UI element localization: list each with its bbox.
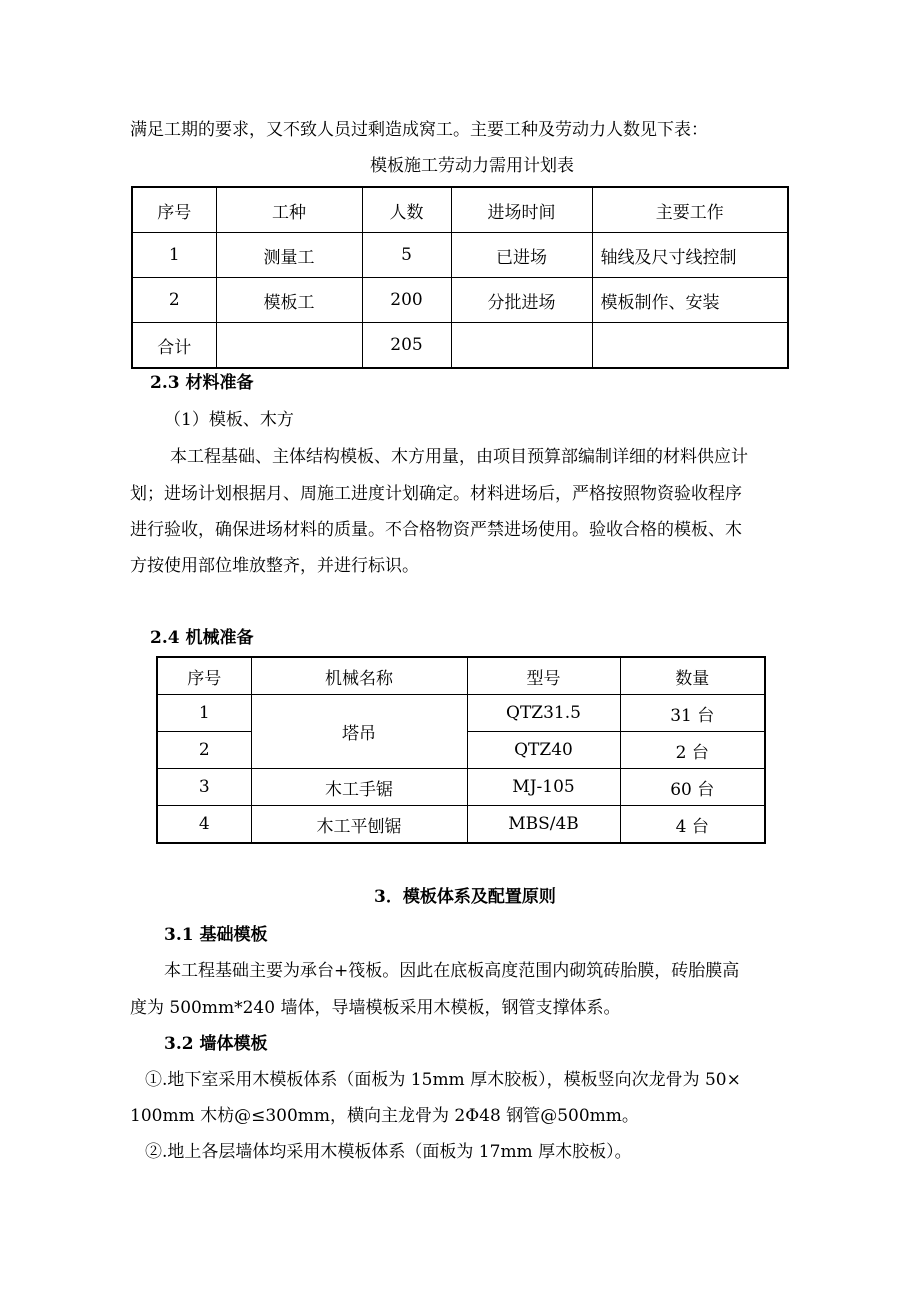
- paragraph-line: 本工程基础主要为承台+筏板。因此在底板高度范围内砌筑砖胎膜，砖胎膜高: [164, 961, 740, 981]
- table-cell: 4 台: [620, 806, 765, 844]
- paragraph-line: 方按使用部位堆放整齐，并进行标识。: [130, 556, 419, 576]
- table-cell: [592, 323, 788, 369]
- machinery-table: [156, 656, 766, 844]
- table-row: [132, 233, 788, 278]
- subheading: （1）模板、木方: [164, 410, 294, 430]
- labor-table-caption: 模板施工劳动力需用计划表: [370, 156, 574, 176]
- table-cell: 3: [157, 769, 251, 806]
- table-row: [132, 278, 788, 323]
- section-heading-3: 3．模板体系及配置原则: [374, 887, 556, 907]
- table-cell: 塔吊: [251, 695, 467, 769]
- header-cell: 型号: [467, 657, 620, 695]
- header-cell: 人数: [362, 187, 451, 233]
- labor-table: [131, 186, 789, 369]
- header-cell: 进场时间: [451, 187, 592, 233]
- paragraph-line: ②.地上各层墙体均采用木模板体系（面板为 17mm 厚木胶板）。: [145, 1142, 632, 1162]
- table-cell: 205: [362, 323, 451, 369]
- table-cell: 分批进场: [451, 278, 592, 323]
- header-cell: 数量: [620, 657, 765, 695]
- paragraph-line: 100mm 木枋@≤300mm，横向主龙骨为 2Φ48 钢管@500mm。: [130, 1106, 639, 1126]
- table-cell: [216, 323, 362, 369]
- table-cell: 木工平刨锯: [251, 806, 467, 844]
- table-cell: 2: [157, 732, 251, 769]
- table-cell: 合计: [132, 323, 216, 369]
- header-cell: 工种: [216, 187, 362, 233]
- paragraph-line: ①.地下室采用木模板体系（面板为 15mm 厚木胶板），模板竖向次龙骨为 50×: [145, 1070, 741, 1090]
- table-cell: 2: [132, 278, 216, 323]
- header-cell: 序号: [132, 187, 216, 233]
- header-cell: 主要工作: [592, 187, 788, 233]
- table-cell: 测量工: [216, 233, 362, 278]
- table-cell: 60 台: [620, 769, 765, 806]
- table-cell: QTZ31.5: [467, 695, 620, 732]
- table-header-row: [132, 187, 788, 233]
- table-cell: 模板工: [216, 278, 362, 323]
- table-cell: 5: [362, 233, 451, 278]
- table-cell: [451, 323, 592, 369]
- table-row: [157, 695, 765, 732]
- paragraph-line: 本工程基础、主体结构模板、木方用量，由项目预算部编制详细的材料供应计: [170, 447, 748, 467]
- table-row: [157, 769, 765, 806]
- table-cell: 木工手锯: [251, 769, 467, 806]
- paragraph-line: 度为 500mm*240 墙体，导墙模板采用木模板，钢管支撑体系。: [130, 998, 621, 1018]
- total-row: [132, 323, 788, 369]
- section-heading-2-4: 2.4 机械准备: [150, 628, 254, 648]
- section-heading-3-1: 3.1 基础模板: [164, 925, 268, 945]
- table-cell: 2 台: [620, 732, 765, 769]
- table-cell: 已进场: [451, 233, 592, 278]
- paragraph-line: 划；进场计划根据月、周施工进度计划确定。材料进场后，严格按照物资验收程序: [130, 484, 742, 504]
- table-cell: 1: [157, 695, 251, 732]
- intro-line: 满足工期的要求，又不致人员过剩造成窝工。主要工种及劳动力人数见下表：: [130, 120, 708, 140]
- paragraph-line: 进行验收，确保进场材料的质量。不合格物资严禁进场使用。验收合格的模板、木: [130, 520, 742, 540]
- header-cell: 机械名称: [251, 657, 467, 695]
- table-cell: 200: [362, 278, 451, 323]
- header-cell: 序号: [157, 657, 251, 695]
- table-cell: 1: [132, 233, 216, 278]
- section-heading-2-3: 2.3 材料准备: [150, 373, 254, 393]
- table-cell: MBS/4B: [467, 806, 620, 844]
- table-header-row: [157, 657, 765, 695]
- table-cell: QTZ40: [467, 732, 620, 769]
- table-cell: MJ-105: [467, 769, 620, 806]
- table-cell: 4: [157, 806, 251, 844]
- table-cell: 模板制作、安装: [592, 278, 788, 323]
- table-row: [157, 806, 765, 844]
- table-cell: 轴线及尺寸线控制: [592, 233, 788, 278]
- section-heading-3-2: 3.2 墙体模板: [164, 1034, 268, 1054]
- table-cell: 31 台: [620, 695, 765, 732]
